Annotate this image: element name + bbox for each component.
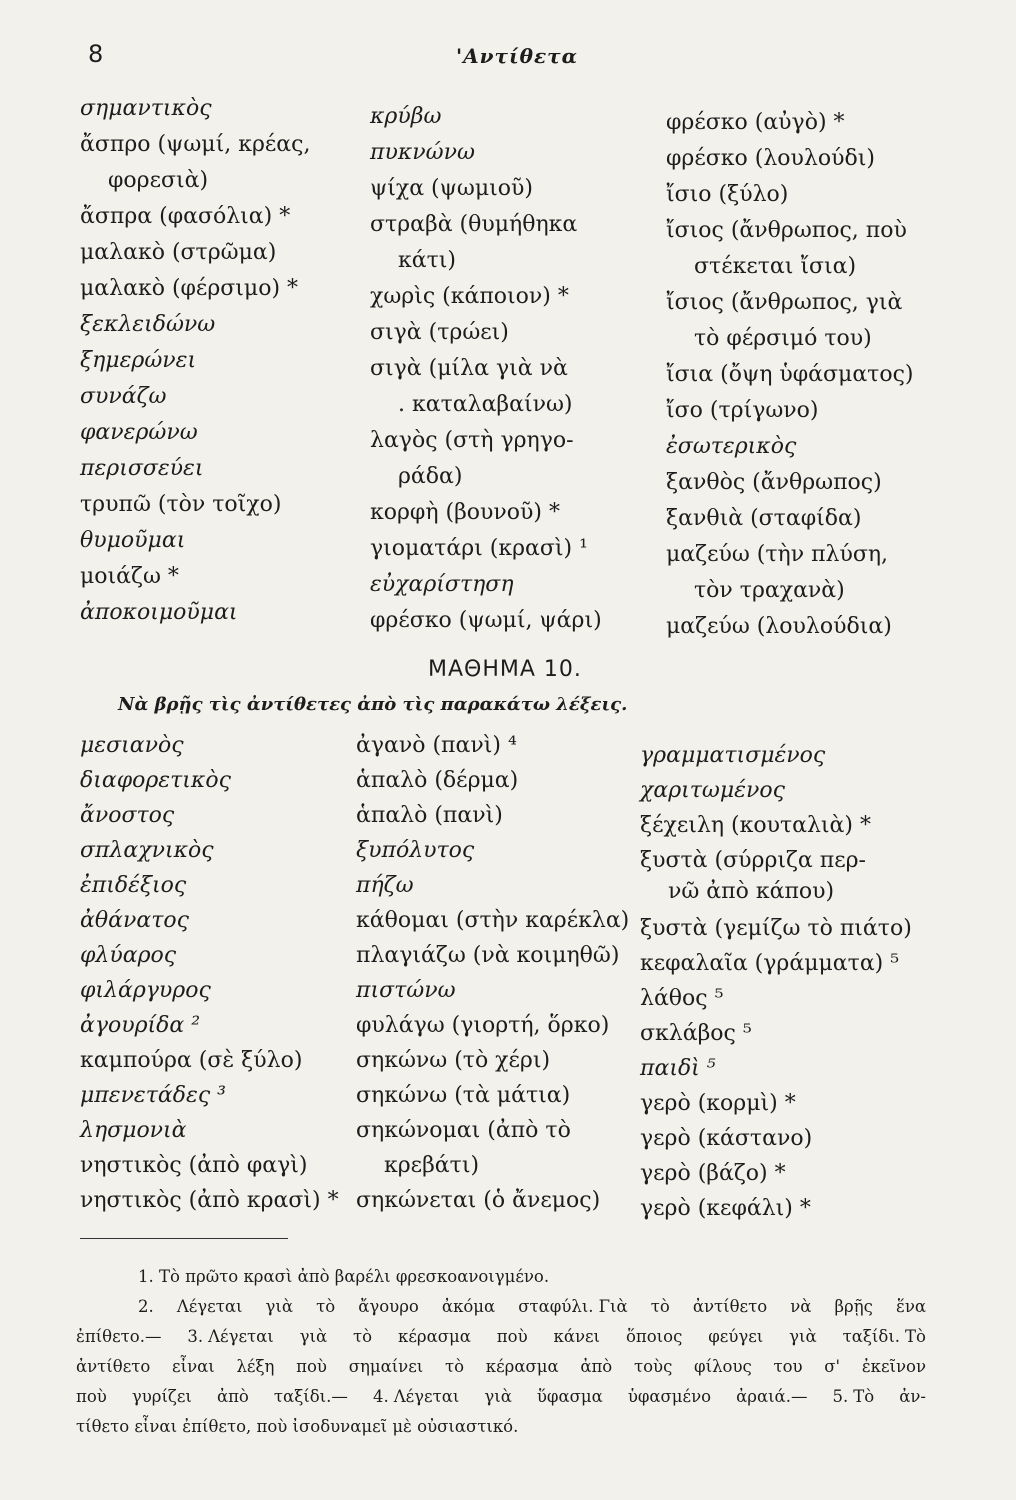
word-entry-continuation: . καταλαβαίνω) <box>398 392 573 417</box>
word-entry: κρύβω <box>370 104 442 129</box>
word-entry: ἄσπρα (φασόλια) * <box>80 204 291 229</box>
word-entry: γιοματάρι (κρασὶ) ¹ <box>370 536 588 561</box>
word-entry: φυλάγω (γιορτή, ὅρκο) <box>356 1013 610 1038</box>
word-entry: μοιάζω * <box>80 564 179 589</box>
word-entry: θυμοῦμαι <box>80 528 186 553</box>
word-entry: νηστικὸς (ἀπὸ φαγὶ) <box>80 1153 308 1178</box>
word-entry: καμπούρα (σὲ ξύλο) <box>80 1048 303 1073</box>
word-entry-continuation: κρεβάτι) <box>384 1153 480 1178</box>
word-entry: πυκνώνω <box>370 140 475 165</box>
word-entry: ἀγουρίδα ² <box>80 1013 201 1038</box>
word-entry: φρέσκο (ψωμί, ψάρι) <box>370 608 602 633</box>
word-entry: ἴσιος (ἄνθρωπος, ποὺ <box>666 218 907 243</box>
word-entry: ξεκλειδώνω <box>80 312 216 337</box>
footnote-line <box>76 1382 926 1412</box>
lesson-title: ΜΑΘΗΜΑ 10. <box>428 657 582 682</box>
footnote-text: τίθετο εἶναι ἐπίθετο, ποὺ ἰσοδυναμεῖ μὲ οὐσιαστικό. <box>76 1417 519 1436</box>
word-entry: λησμονιὰ <box>80 1118 187 1143</box>
word-entry: γερὸ (κεφάλι) * <box>640 1196 811 1221</box>
word-entry: κεφαλαῖα (γράμματα) ⁵ <box>640 951 900 976</box>
footnote-text: Τὸ <box>905 1327 926 1346</box>
page-number: 8 <box>88 40 104 68</box>
word-entry: πιστώνω <box>356 978 456 1003</box>
word-entry: ἴσια (ὄψη ὑφάσματος) <box>666 362 914 387</box>
word-entry: μεσιανὸς <box>80 733 184 758</box>
footnote-text: ποὺ γυρίζει ἀπὸ ταξίδι.— 4. <box>76 1387 389 1406</box>
word-entry: ξανθιὰ (σταφίδα) <box>666 506 862 531</box>
word-entry-continuation: κάτι) <box>398 248 456 273</box>
word-entry: πλαγιάζω (νὰ κοιμηθῶ) <box>356 943 620 968</box>
word-entry-continuation: τὸν τραχανὰ) <box>694 578 845 603</box>
word-entry: ψίχα (ψωμιοῦ) <box>370 176 533 201</box>
word-entry-continuation: ράδα) <box>398 464 463 489</box>
footnote-text: Γιὰ τὸ ἀντίθετο νὰ βρῇς ἕνα <box>598 1297 926 1316</box>
footnote-divider <box>80 1238 288 1239</box>
word-entry: σηκώνω (τὰ μάτια) <box>356 1083 571 1108</box>
footnote-line <box>76 1322 926 1352</box>
word-entry: φιλάργυρος <box>80 978 211 1003</box>
word-entry: τρυπῶ (τὸν τοῖχο) <box>80 492 282 517</box>
word-entry-continuation: φορεσιὰ) <box>108 168 209 193</box>
word-entry: σηκώνομαι (ἀπὸ τὸ <box>356 1118 571 1143</box>
footnote-line <box>76 1352 926 1382</box>
word-entry: φρέσκο (αὐγὸ) * <box>666 110 845 135</box>
footnote-line <box>76 1412 926 1442</box>
word-entry: λάθος ⁵ <box>640 986 724 1011</box>
word-entry: ξανθὸς (ἄνθρωπος) <box>666 470 882 495</box>
word-entry: ξυστὰ (γεμίζω τὸ πιάτο) <box>640 916 912 941</box>
word-entry: ἀποκοιμοῦμαι <box>80 600 238 625</box>
word-entry: εὐχαρίστηση <box>370 572 514 597</box>
word-entry: ξυπόλυτος <box>356 838 475 863</box>
footnote-text: 2. Λέγεται γιὰ τὸ ἄγουρο ἀκόμα σταφύλι. <box>138 1297 594 1316</box>
word-entry: κάθομαι (στὴν καρέκλα) <box>356 908 630 933</box>
footnote-text: 1. Τὸ πρῶτο κρασὶ ἀπὸ βαρέλι φρεσκοανοιγμένο. <box>138 1267 550 1286</box>
word-entry: παιδὶ ⁵ <box>640 1056 716 1081</box>
word-entry: φλύαρος <box>80 943 177 968</box>
word-entry: σημαντικὸς <box>80 96 212 121</box>
word-entry: ἴσιος (ἄνθρωπος, γιὰ <box>666 290 903 315</box>
footnote-text: Λέγεται γιὰ τὸ κέρασμα ποὺ κάνει ὅποιος φεύγει γιὰ ταξίδι. <box>208 1327 901 1346</box>
word-entry: φανερώνω <box>80 420 198 445</box>
word-entry: μαζεύω (λουλούδια) <box>666 614 892 639</box>
word-entry: ἐσωτερικὸς <box>666 434 797 459</box>
word-entry: ἁπαλὸ (πανὶ) <box>356 803 503 828</box>
word-entry: σηκώνεται (ὁ ἄνεμος) <box>356 1188 601 1213</box>
word-entry: ἀγανὸ (πανὶ) ⁴ <box>356 733 517 758</box>
word-entry: μπενετάδες ³ <box>80 1083 226 1108</box>
word-entry: σπλαχνικὸς <box>80 838 214 863</box>
word-entry: χωρὶς (κάποιον) * <box>370 284 569 309</box>
word-entry-continuation: τὸ φέρσιμό του) <box>694 326 872 351</box>
word-entry: λαγὸς (στὴ γρηγο- <box>370 428 574 453</box>
word-entry: σηκώνω (τὸ χέρι) <box>356 1048 551 1073</box>
word-entry: ἴσιο (ξύλο) <box>666 182 789 207</box>
word-entry: πήζω <box>356 873 414 898</box>
word-entry: κορφὴ (βουνοῦ) * <box>370 500 560 525</box>
word-entry: στραβὰ (θυμήθηκα <box>370 212 578 237</box>
word-entry: σιγὰ (τρώει) <box>370 320 509 345</box>
footnote-text: ἀντίθετο εἶναι λέξη ποὺ σημαίνει τὸ κέρασμα ἀπὸ τοὺς φίλους του σ' ἐκεῖνον <box>76 1357 926 1376</box>
footnote-line <box>76 1292 926 1322</box>
running-head: 'Αντίθετα <box>456 44 578 68</box>
word-entry: νηστικὸς (ἀπὸ κρασὶ) * <box>80 1188 339 1213</box>
word-entry: ξημερώνει <box>80 348 197 373</box>
word-entry: ἴσο (τρίγωνο) <box>666 398 819 423</box>
word-entry: περισσεύει <box>80 456 204 481</box>
word-entry: ἄνοστος <box>80 803 175 828</box>
word-entry: φρέσκο (λουλούδι) <box>666 146 875 171</box>
footnote-line <box>76 1262 926 1292</box>
footnote-text: Λέγεται γιὰ ὕφασμα ὑφασμένο ἀραιά.— 5. <box>393 1387 849 1406</box>
word-entry: διαφορετικὸς <box>80 768 231 793</box>
word-entry: ἁπαλὸ (δέρμα) <box>356 768 519 793</box>
word-entry: μαλακὸ (φέρσιμο) * <box>80 276 299 301</box>
word-entry: σκλάβος ⁵ <box>640 1021 752 1046</box>
word-entry: μαλακὸ (στρῶμα) <box>80 240 277 265</box>
word-entry: σιγὰ (μίλα γιὰ νὰ <box>370 356 568 381</box>
word-entry: συνάζω <box>80 384 167 409</box>
word-entry-continuation: στέκεται ἴσια) <box>694 254 857 279</box>
word-entry: γραμματισμένος <box>640 743 826 768</box>
word-entry: γερὸ (κορμὶ) * <box>640 1091 796 1116</box>
word-entry: ξέχειλη (κουταλιὰ) * <box>640 813 871 838</box>
word-entry: ξυστὰ (σύρριζα περ- <box>640 848 866 873</box>
word-entry: ἄσπρο (ψωμί, κρέας, <box>80 132 311 157</box>
word-entry: γερὸ (βάζο) * <box>640 1161 786 1186</box>
footnote-text: ἐπίθετο.— 3. <box>76 1327 204 1346</box>
word-entry: ἀθάνατος <box>80 908 189 933</box>
exercise-instruction: Νὰ βρῇς τὶς ἀντίθετες ἀπὸ τὶς παρακάτω λέξεις. <box>118 694 628 715</box>
word-entry: μαζεύω (τὴν πλύση, <box>666 542 889 567</box>
word-entry-continuation: νῶ ἀπὸ κάπου) <box>668 879 835 904</box>
footnotes <box>76 1262 926 1442</box>
word-entry: γερὸ (κάστανο) <box>640 1126 813 1151</box>
word-entry: χαριτωμένος <box>640 778 785 803</box>
word-entry: ἐπιδέξιος <box>80 873 187 898</box>
footnote-text: Τὸ ἀν- <box>853 1387 926 1406</box>
